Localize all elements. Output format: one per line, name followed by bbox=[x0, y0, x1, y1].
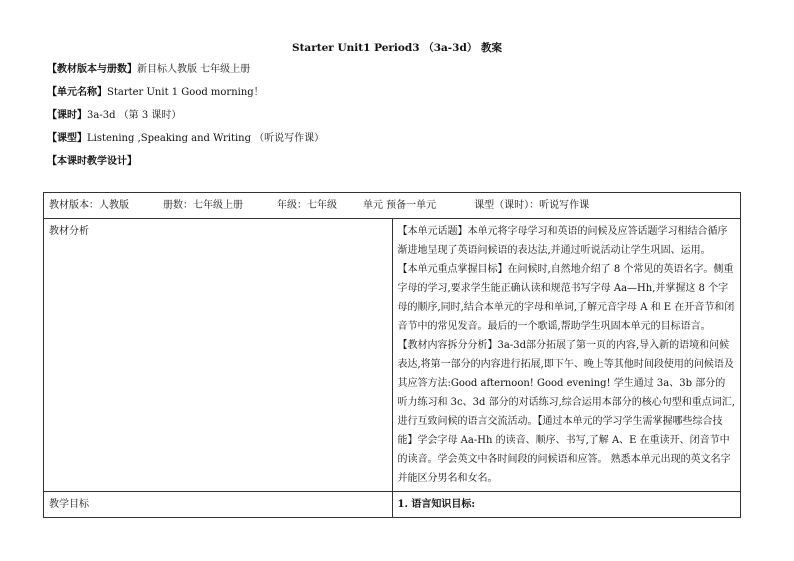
analysis-paragraph-topic: 【本单元话题】本单元将字母学习和英语的问候及应答话题学习相结合循序渐进地呈现了英语问候语的表达法,并通过听说活动让学生巩固、运用。 bbox=[397, 226, 728, 256]
table-row-objectives bbox=[44, 492, 741, 518]
analysis-paragraph-goals: 【本单元重点掌握目标】在问候时,自然地介绍了 8 个常见的英语名字。侧重字母的学习,要求学生能正确认读和规范书写字母 Aa—Hh,并掌握这 8 个字母的顺序,同时,结合本单元的字母和单词,了解元音字母 A 和 E 在开音节和闭音节中的常见发音。最后的一个歌谣,帮助学生巩固本单元的目标语言。 bbox=[397, 264, 735, 332]
meta-unit-key: 【单元名称】 bbox=[47, 87, 107, 98]
meta-textbook-key: 【教材版本与册数】 bbox=[47, 64, 137, 75]
header-volume: 册数：七年级上册 bbox=[163, 200, 243, 211]
meta-type-key: 【课型】 bbox=[47, 133, 87, 144]
objectives-content bbox=[392, 492, 741, 518]
meta-design-key: 【本课时教学设计】 bbox=[47, 156, 137, 167]
analysis-content bbox=[392, 219, 741, 492]
meta-lesson-value: 3a-3d （第 3 课时） bbox=[87, 110, 182, 121]
meta-lesson-key: 【课时】 bbox=[47, 110, 87, 121]
analysis-label: 教材分析 bbox=[44, 219, 393, 492]
table-header-cell bbox=[44, 193, 741, 219]
meta-textbook-value: 新目标人教版 七年级上册 bbox=[137, 64, 251, 75]
meta-lesson bbox=[47, 108, 747, 131]
meta-design bbox=[47, 154, 747, 177]
objectives-label: 教学目标 bbox=[44, 492, 393, 518]
header-grade: 年级：七年级 bbox=[277, 200, 337, 211]
analysis-paragraph-breakdown: 【教材内容拆分分析】3a-3d部分拓展了第一页的内容,导入新的语境和问候表达,将第一部分的内容进行拓展,即下午、晚上等其他时间段使用的问候语及其应答方法:Good afternoon! Good evening! 学生通过 3a、3b 部分的听力练习和 3c、3d 部分的对话练习,综合运用本部分的核心句型和重点词汇,进行互致问候的语言交流活动。【通过本单元的学习学生需掌握哪些综合技能】学会字母 Aa-Hh 的读音、顺序、书写,了解 A、E 在重读开、闭音节中的读音。学会英文中各时间段的问候语和应答。 熟悉本单元出现的英文名字并能区分男名和女名。 bbox=[397, 340, 735, 484]
lesson-plan-table bbox=[43, 192, 741, 518]
table-header-row bbox=[44, 193, 741, 219]
header-version: 教材版本：人教版 bbox=[49, 200, 129, 211]
meta-unit bbox=[47, 85, 747, 108]
header-lesson-type: 课型（课时）：听说写作课 bbox=[474, 200, 590, 211]
meta-unit-value: Starter Unit 1 Good morning！ bbox=[107, 87, 264, 98]
meta-type bbox=[47, 131, 747, 154]
objective-item-1: 1. 语言知识目标: bbox=[397, 499, 476, 510]
header-unit: 单元 预备一单元 bbox=[363, 200, 437, 211]
document-title: Starter Unit1 Period3 （3a-3d） 教案 bbox=[292, 42, 502, 54]
lesson-meta bbox=[47, 62, 747, 177]
meta-textbook bbox=[47, 62, 747, 85]
meta-type-value: Listening ,Speaking and Writing （听说写作课） bbox=[87, 133, 325, 144]
table-row-analysis bbox=[44, 219, 741, 492]
